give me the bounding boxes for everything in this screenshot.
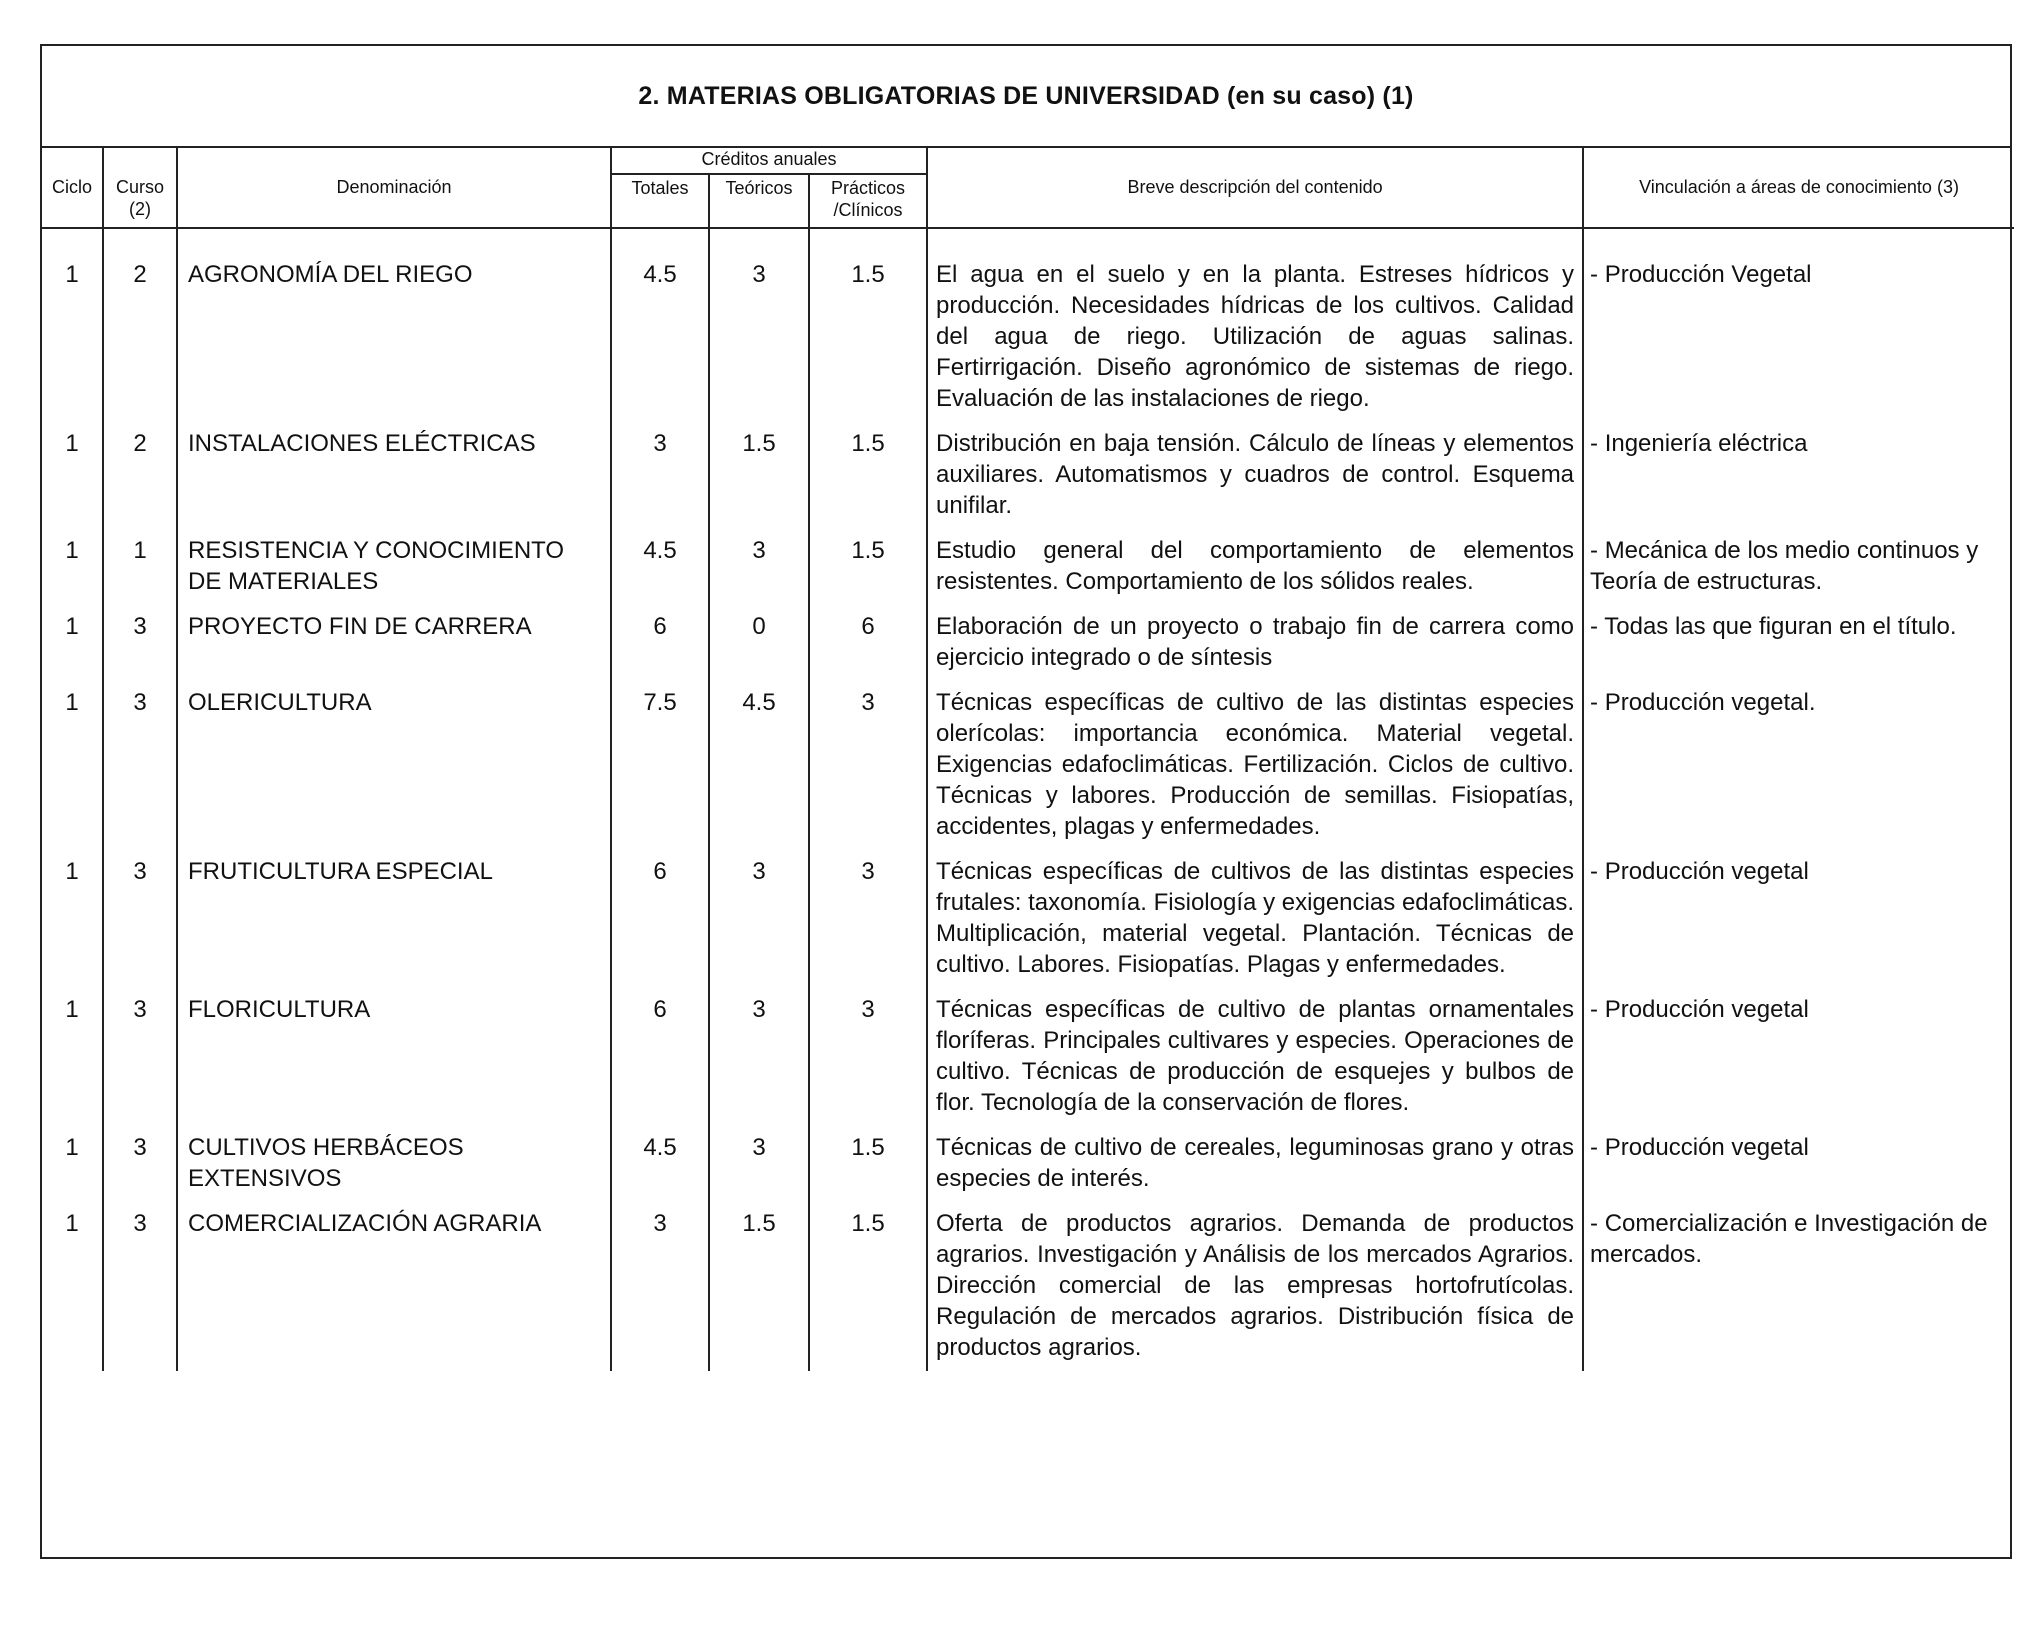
cell-teoricos: 1.5 [709, 1202, 809, 1371]
cell-curso: 3 [103, 850, 177, 988]
header-practicos: Prácticos /Clínicos [809, 174, 927, 228]
table-row [42, 605, 2014, 681]
table-row [42, 422, 2014, 529]
header-ciclo: Ciclo [42, 174, 103, 228]
cell-teoricos: 3 [709, 529, 809, 605]
cell-totales: 3 [611, 422, 709, 529]
cell-teoricos: 3 [709, 850, 809, 988]
cell-descripcion: Técnicas específicas de cultivos de las distintas especies frutales: taxonomía. Fisiología y exigencias edafoclimáticas. Multiplicación, material vegetal. Plantación. Técnicas de cultivo. Labores. Fisiopatías. Plagas y enfermedades. [927, 850, 1583, 988]
section-title: 2. MATERIAS OBLIGATORIAS DE UNIVERSIDAD (en su caso) (1) [42, 46, 2010, 148]
cell-descripcion: Técnicas de cultivo de cereales, leguminosas grano y otras especies de interés. [927, 1126, 1583, 1202]
cell-ciclo: 1 [42, 988, 103, 1126]
cell-vinculacion: - Producción vegetal [1583, 1126, 2014, 1202]
cell-practicos: 1.5 [809, 1126, 927, 1202]
cell-vinculacion: - Producción Vegetal [1583, 228, 2014, 422]
cell-denominacion: FRUTICULTURA ESPECIAL [177, 850, 611, 988]
cell-practicos: 6 [809, 605, 927, 681]
cell-curso: 3 [103, 605, 177, 681]
header-blank-cell [103, 148, 177, 174]
header-vinculacion: Vinculación a áreas de conocimiento (3) [1583, 174, 2014, 228]
cell-vinculacion: - Mecánica de los medio continuos y Teoría de estructuras. [1583, 529, 2014, 605]
cell-practicos: 1.5 [809, 422, 927, 529]
cell-curso: 2 [103, 228, 177, 422]
cell-denominacion: FLORICULTURA [177, 988, 611, 1126]
cell-teoricos: 1.5 [709, 422, 809, 529]
cell-totales: 6 [611, 605, 709, 681]
cell-practicos: 3 [809, 850, 927, 988]
header-totales: Totales [611, 174, 709, 228]
cell-teoricos: 0 [709, 605, 809, 681]
cell-denominacion: AGRONOMÍA DEL RIEGO [177, 228, 611, 422]
cell-teoricos: 3 [709, 988, 809, 1126]
cell-denominacion: CULTIVOS HERBÁCEOS EXTENSIVOS [177, 1126, 611, 1202]
cell-ciclo: 1 [42, 850, 103, 988]
cell-ciclo: 1 [42, 605, 103, 681]
header-curso: Curso (2) [103, 174, 177, 228]
header-blank-cell [177, 148, 611, 174]
cell-teoricos: 4.5 [709, 681, 809, 850]
document-page [40, 44, 2012, 1559]
cell-descripcion: Estudio general del comportamiento de elementos resistentes. Comportamiento de los sólidos reales. [927, 529, 1583, 605]
cell-practicos: 3 [809, 681, 927, 850]
cell-totales: 4.5 [611, 1126, 709, 1202]
header-creditos-anuales: Créditos anuales [611, 148, 927, 174]
cell-descripcion: Distribución en baja tensión. Cálculo de líneas y elementos auxiliares. Automatismos y cuadros de control. Esquema unifilar. [927, 422, 1583, 529]
cell-denominacion: INSTALACIONES ELÉCTRICAS [177, 422, 611, 529]
table-row [42, 1202, 2014, 1371]
cell-totales: 6 [611, 850, 709, 988]
cell-practicos: 1.5 [809, 529, 927, 605]
cell-vinculacion: - Todas las que figuran en el título. [1583, 605, 2014, 681]
cell-ciclo: 1 [42, 422, 103, 529]
header-row [42, 174, 2014, 228]
cell-totales: 3 [611, 1202, 709, 1371]
cell-practicos: 1.5 [809, 228, 927, 422]
cell-totales: 4.5 [611, 529, 709, 605]
cell-totales: 4.5 [611, 228, 709, 422]
table-row [42, 988, 2014, 1126]
cell-ciclo: 1 [42, 681, 103, 850]
cell-descripcion: Técnicas específicas de cultivo de las distintas especies olerícolas: importancia económica. Material vegetal. Exigencias edafoclimáticas. Fertilización. Ciclos de cultivo. Técnicas y labores. Producción de semillas. Fisiopatías, accidentes, plagas y enfermedades. [927, 681, 1583, 850]
cell-vinculacion: - Producción vegetal [1583, 850, 2014, 988]
cell-descripcion: Oferta de productos agrarios. Demanda de productos agrarios. Investigación y Análisis de los mercados Agrarios. Dirección comercial de las empresas hortofrutícolas. Regulación de mercados agrarios. Distribución física de productos agrarios. [927, 1202, 1583, 1371]
cell-curso: 1 [103, 529, 177, 605]
cell-vinculacion: - Producción vegetal. [1583, 681, 2014, 850]
cell-descripcion: Elaboración de un proyecto o trabajo fin de carrera como ejercicio integrado o de síntesis [927, 605, 1583, 681]
table-row [42, 1126, 2014, 1202]
cell-ciclo: 1 [42, 1202, 103, 1371]
cell-curso: 3 [103, 681, 177, 850]
cell-ciclo: 1 [42, 1126, 103, 1202]
header-denominacion: Denominación [177, 174, 611, 228]
table-row [42, 228, 2014, 422]
cell-descripcion: El agua en el suelo y en la planta. Estreses hídricos y producción. Necesidades hídricas de los cultivos. Calidad del agua de riego. Utilización de aguas salinas. Fertirrigación. Diseño agronómico de sistemas de riego. Evaluación de las instalaciones de riego. [927, 228, 1583, 422]
table-row [42, 529, 2014, 605]
header-blank-cell [927, 148, 1583, 174]
subjects-table [42, 148, 2014, 1371]
cell-denominacion: PROYECTO FIN DE CARRERA [177, 605, 611, 681]
cell-teoricos: 3 [709, 1126, 809, 1202]
cell-totales: 7.5 [611, 681, 709, 850]
cell-denominacion: OLERICULTURA [177, 681, 611, 850]
cell-descripcion: Técnicas específicas de cultivo de plantas ornamentales floríferas. Principales cultivares y especies. Operaciones de cultivo. Técnicas de producción de esquejes y bulbos de flor. Tecnología de la conservación de flores. [927, 988, 1583, 1126]
cell-ciclo: 1 [42, 228, 103, 422]
cell-practicos: 3 [809, 988, 927, 1126]
cell-vinculacion: - Comercialización e Investigación de mercados. [1583, 1202, 2014, 1371]
cell-vinculacion: - Ingeniería eléctrica [1583, 422, 2014, 529]
cell-totales: 6 [611, 988, 709, 1126]
cell-curso: 3 [103, 988, 177, 1126]
cell-curso: 3 [103, 1202, 177, 1371]
header-teoricos: Teóricos [709, 174, 809, 228]
cell-curso: 3 [103, 1126, 177, 1202]
table-row [42, 850, 2014, 988]
cell-ciclo: 1 [42, 529, 103, 605]
cell-denominacion: COMERCIALIZACIÓN AGRARIA [177, 1202, 611, 1371]
header-blank-cell [42, 148, 103, 174]
cell-denominacion: RESISTENCIA Y CONOCIMIENTO DE MATERIALES [177, 529, 611, 605]
header-blank-cell [1583, 148, 2014, 174]
header-group-row [42, 148, 2014, 174]
cell-curso: 2 [103, 422, 177, 529]
cell-teoricos: 3 [709, 228, 809, 422]
cell-practicos: 1.5 [809, 1202, 927, 1371]
header-descripcion: Breve descripción del contenido [927, 174, 1583, 228]
cell-vinculacion: - Producción vegetal [1583, 988, 2014, 1126]
table-row [42, 681, 2014, 850]
